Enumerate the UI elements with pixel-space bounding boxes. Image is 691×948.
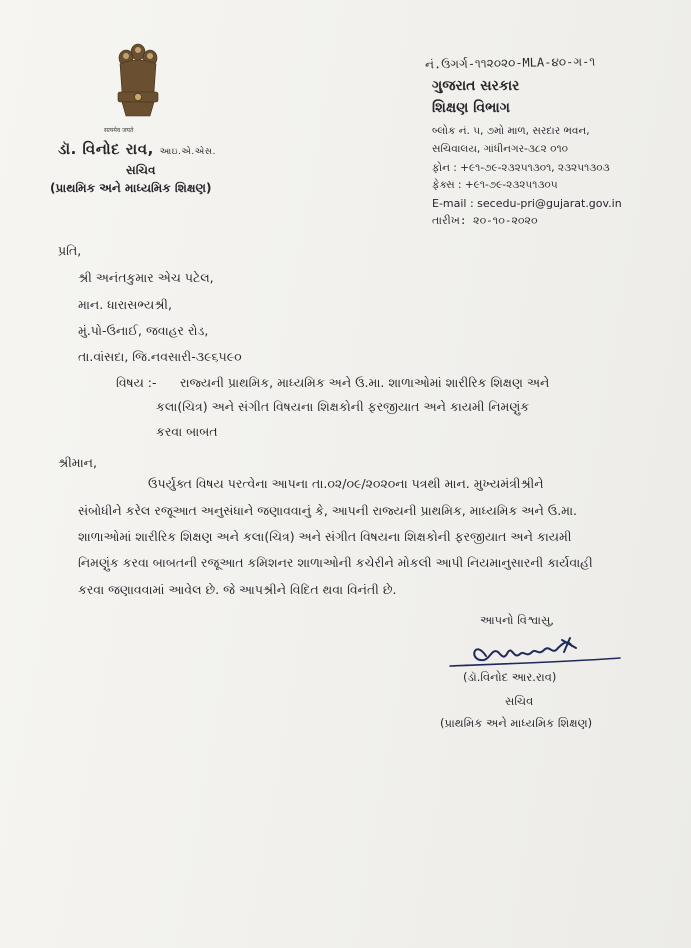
sender-suffix: આઇ.એ.એસ.: [159, 147, 216, 157]
signatory-name: (ડૉ.વિનોદ આર.રાવ): [463, 670, 557, 684]
subject-line1: રાજ્યની પ્રાથમિક, માધ્યમિક અને ઉ.મા. શાળાઓમાં શારીરિક શિક્ષણ અને: [180, 375, 550, 390]
sender-name: [58, 140, 216, 158]
recipient-address-line2: તા.વાંસદા, જિ.નવસારી-૩૯૬૫૯૦: [78, 349, 242, 364]
body-line3: શાળાઓમાં શારીરિક શિક્ષણ અને કલા(ચિત્ર) અને સંગીત વિષયના શિક્ષકોની ફરજીયાત અને કાયમી: [78, 529, 572, 544]
signatory-department: (પ્રાથમિક અને માધ્યમિક શિક્ષણ): [440, 716, 593, 730]
subject-label: વિષય :-: [116, 375, 157, 390]
salutation: શ્રીમાન,: [58, 455, 97, 470]
sender-name-text: ડૉ. વિનોદ રાવ,: [58, 140, 154, 158]
office-fax: ફેક્સ : +૯૧-૭૯-૨૩૨૫૧૩૦૫: [432, 179, 558, 191]
recipient-to: પ્રતિ,: [58, 243, 82, 258]
office-email: E-mail : secedu-pri@gujarat.gov.in: [432, 197, 622, 210]
body-line5: કરવા જણાવવામાં આવેલ છે. જે આપશ્રીને વિદિત થવા વિનંતી છે.: [78, 582, 397, 597]
office-address-line2: સચિવાલય, ગાંધીનગર-૩૮૨ ૦૧૦: [432, 143, 568, 155]
state-emblem-icon: [108, 38, 168, 124]
department-name: શિક્ષણ વિભાગ: [432, 100, 510, 116]
reference-number: નં.ઉગર્ગ-૧૧૨૦૨૦-MLA-૪૦-ગ-૧: [424, 54, 596, 72]
sender-title: સચિવ: [126, 163, 156, 177]
recipient-name: શ્રી અનંતકુમાર એચ પટેલ,: [78, 270, 214, 285]
signature-icon: [446, 626, 626, 674]
sender-department: (પ્રાથમિક અને માધ્યમિક શિક્ષણ): [50, 181, 212, 195]
subject-line3: કરવા બાબત: [156, 424, 218, 439]
closing-regards: આપનો વિશ્વાસુ,: [480, 613, 554, 627]
letter-date: તારીખ: ૨૦-૧૦-૨૦૨૦: [432, 214, 538, 227]
signatory-title: સચિવ: [505, 694, 534, 708]
office-phone: ફોન : +૯૧-૭૯-૨૩૨૫૧૩૦૧, ૨૩૨૫૧૩૦૩: [432, 162, 610, 174]
office-address-line1: બ્લોક નં. ૫, ૭મો માળ, સરદાર ભવન,: [432, 125, 590, 137]
body-line4: નિમણુંક કરવા બાબતની રજૂઆત કમિશનર શાળાઓની કચેરીને મોકલી આપી નિયમાનુસારની કાર્યવાહી: [78, 555, 593, 570]
recipient-designation: માન. ધારાસભ્યશ્રી,: [78, 297, 172, 312]
recipient-address-line1: મું.પો-ઉનાઈ, જવાહર રોડ,: [78, 323, 209, 338]
government-name: ગુજરાત સરકાર: [432, 78, 520, 94]
body-line1: ઉપર્યુક્ત વિષય પરત્વેના આપના તા.૦૨/૦૯/૨૦૨૦ના પત્રથી માન. મુખ્યમંત્રીશ્રીને: [148, 476, 544, 491]
body-line2: સંબોધીને કરેલ રજૂઆત અનુસંધાને જણાવવાનું કે, આપની રાજ્યની પ્રાથમિક, માધ્યમિક અને ઉ.મા.: [78, 503, 578, 518]
subject-line2: કલા(ચિત્ર) અને સંગીત વિષયના શિક્ષકોની ફરજીયાત અને કાયમી નિમણુંક: [156, 399, 530, 414]
emblem-motto: सत्यमेव जयते: [104, 127, 134, 134]
